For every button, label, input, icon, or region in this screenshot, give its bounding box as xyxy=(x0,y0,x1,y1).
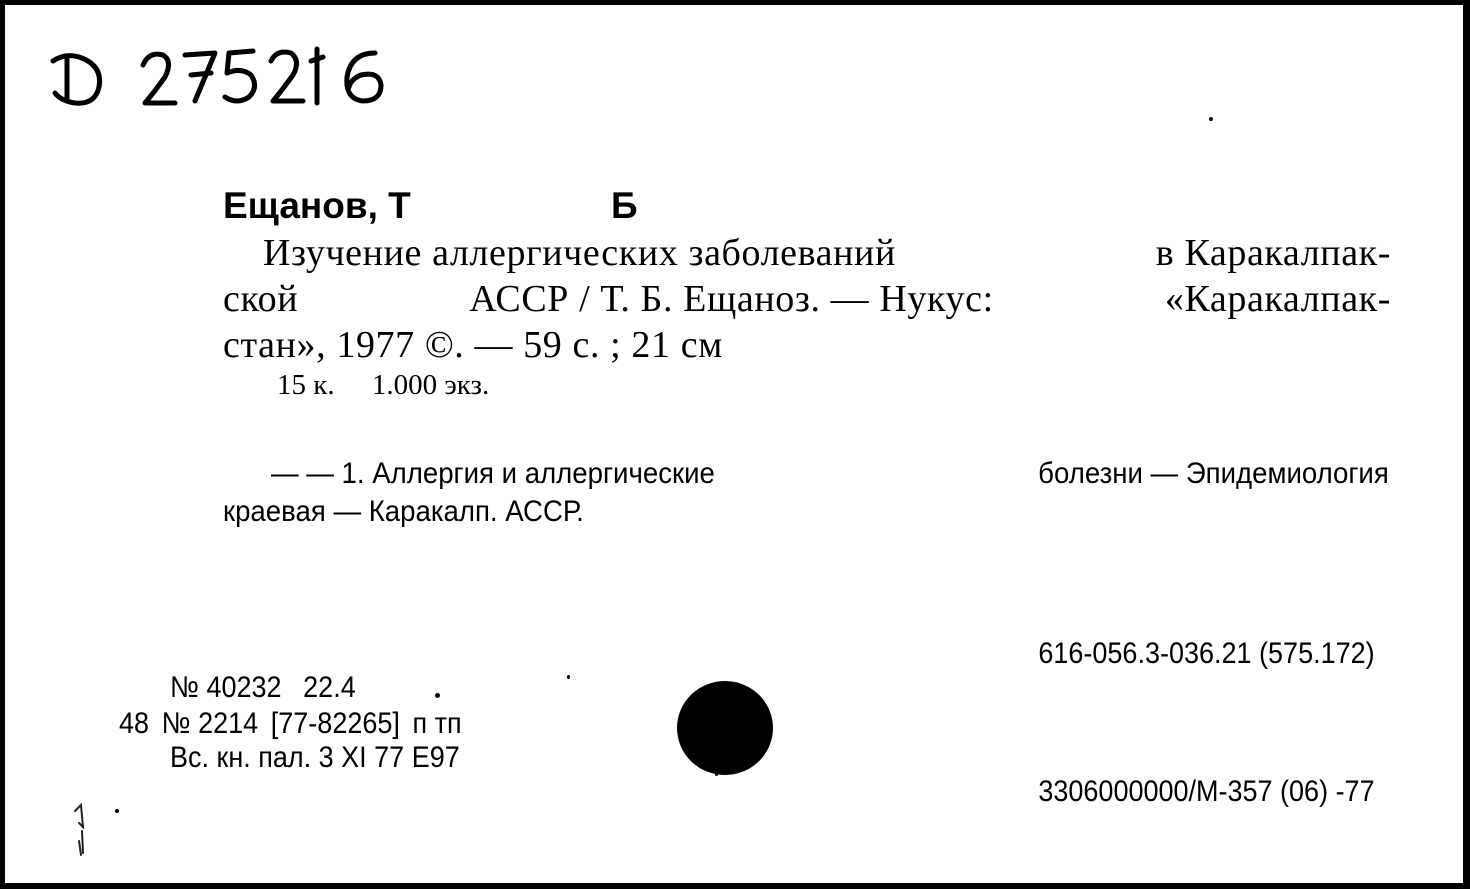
author-initial: Б xyxy=(611,185,638,226)
author-surname: Ещанов, Т xyxy=(223,185,411,226)
print-run: 1.000 экз. xyxy=(371,369,490,401)
book-chamber-line: Вс. кн. пал. 3 XI 77 Е97 xyxy=(170,741,460,774)
press-prefix: 48 xyxy=(119,707,150,740)
title-line-1-part-1: Изучение аллергических заболеваний xyxy=(263,232,896,274)
scan-speck xyxy=(1209,117,1213,121)
author-heading xyxy=(223,185,663,235)
title-line-2 xyxy=(223,277,1391,321)
punch-hole xyxy=(677,681,773,775)
udc-classification: 616-056.3-036.21 (575.172) xyxy=(1038,637,1375,670)
pencil-mark-icon xyxy=(65,801,125,861)
title-line-1 xyxy=(263,231,1391,275)
order-date: 22.4 xyxy=(303,671,356,704)
scan-speck xyxy=(567,675,570,679)
title-line-2-part-1: ской xyxy=(223,278,299,320)
scan-speck xyxy=(715,773,718,776)
subject-tracing-part-2: болезни — Эпидемиология xyxy=(1038,457,1389,490)
order-line xyxy=(170,671,356,705)
press-number: № 2214 xyxy=(161,707,259,740)
handwritten-accession-number xyxy=(45,31,405,111)
title-line-3: стан», 1977 ©. — 59 с. ; 21 см xyxy=(223,324,723,366)
price-and-print-run xyxy=(277,369,489,402)
price: 15 к. xyxy=(277,369,335,401)
press-line xyxy=(119,707,462,741)
subject-tracing-part-1: — — 1. Аллергия и аллергические xyxy=(271,457,715,490)
scan-speck xyxy=(435,693,440,698)
bbk-code: 3306000000/М-357 (06) -77 xyxy=(1038,775,1375,808)
press-suffix: п тп xyxy=(412,707,462,740)
title-line-1-part-2: в Каракалпак- xyxy=(1155,232,1391,274)
subject-tracing-line-1 xyxy=(271,457,1389,491)
press-reference: [77-82265] xyxy=(270,707,400,740)
subject-tracing-line-2: краевая — Каракалп. АССР. xyxy=(223,495,584,528)
title-line-2-part-2: АССР / Т. Б. Ещаноз. — Нукус: xyxy=(469,278,994,320)
order-number: № 40232 xyxy=(170,671,282,704)
title-line-2-part-3: «Каракалпак- xyxy=(1164,278,1391,320)
